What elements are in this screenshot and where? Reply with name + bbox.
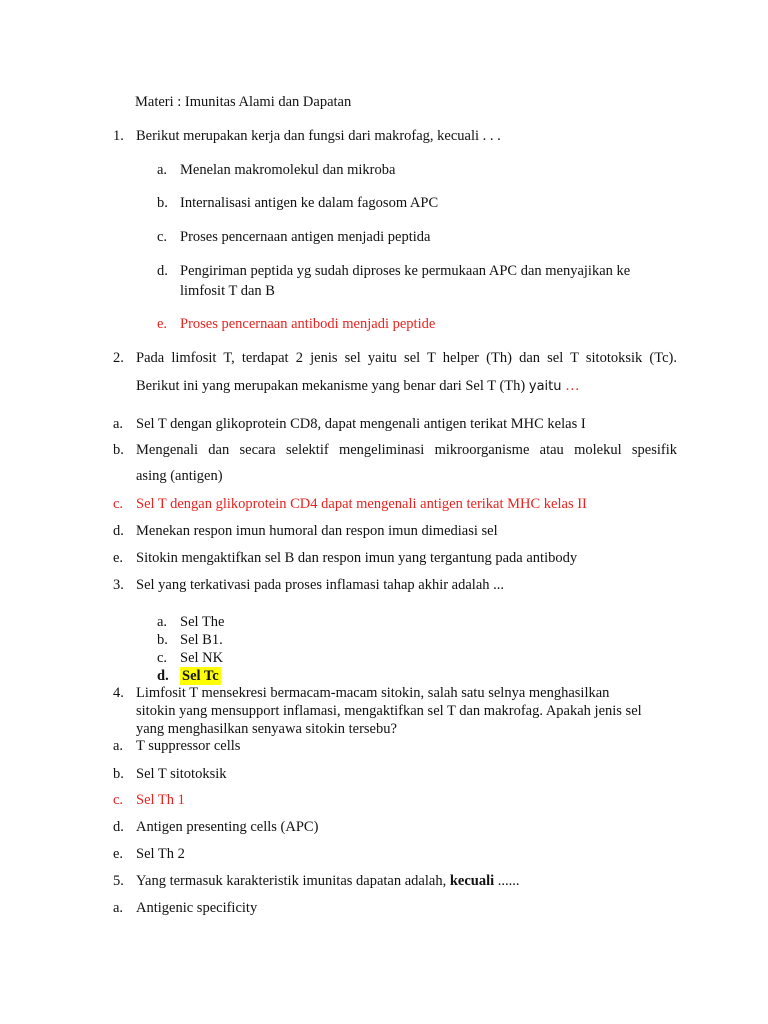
question-5-text [136,872,520,890]
q4-option-c-letter: c. [113,792,124,808]
q1-option-b-text: Internalisasi antigen ke dalam fagosom APC [180,195,439,211]
q2-option-d-text: Menekan respon imun humoral dan respon imun dimediasi sel [136,523,498,539]
q2-option-d-letter: d. [113,523,124,539]
q1-option-e-answer-text: Proses pencernaan antibodi menjadi peptide [180,316,436,332]
question-5-kecuali: kecuali [449,873,495,889]
q4-option-d-letter: d. [113,819,124,835]
question-4-number: 4. [113,685,124,701]
q1-option-d-text: Pengiriman peptida yg sudah diproses ke permukaan APC dan menyajikan ke [180,263,631,279]
q2-option-a-text: Sel T dengan glikoprotein CD8, dapat mengenali antigen terikat MHC kelas I [136,416,586,432]
question-2-ellipsis: … [565,378,580,394]
question-5-number: 5. [113,873,124,889]
question-4-line-1: Limfosit T mensekresi bermacam-macam sitokin, salah satu selnya menghasilkan [136,685,610,701]
q4-option-d-text: Antigen presenting cells (APC) [136,819,319,835]
q3-option-a-letter: a. [157,614,168,630]
q1-option-b-letter: b. [157,195,168,211]
question-2-line-1: Pada limfosit T, terdapat 2 jenis sel yaitu sel T helper (Th) dan sel T sitotoksik (Tc). [136,350,677,366]
q3-option-d-letter: d. [157,668,169,684]
q4-option-c-answer-text: Sel Th 1 [136,792,185,808]
question-2-line-2 [136,377,580,396]
question-2-line-2-yaitu: yaitu [528,379,562,394]
q5-option-a-text: Antigenic specificity [136,900,258,916]
q5-option-a-letter: a. [113,900,124,916]
question-4-line-3: yang menghasilkan senyawa sitokin tersebu? [136,721,397,737]
question-2-number: 2. [113,350,124,366]
q3-option-b-text: Sel B1. [180,632,223,648]
q4-option-b-letter: b. [113,766,124,782]
q2-option-b-letter: b. [113,442,124,458]
q4-option-e-letter: e. [113,846,124,862]
q1-option-e-letter: e. [157,316,168,332]
q4-option-b-text: Sel T sitotoksik [136,766,227,782]
question-2-line-2-main: Berikut ini yang merupakan mekanisme yang benar dari Sel T (Th) [136,378,526,394]
q2-option-b-text-continued: asing (antigen) [136,468,223,484]
question-1-number: 1. [113,128,124,144]
q1-option-c-text: Proses pencernaan antigen menjadi peptida [180,229,431,245]
q4-option-a-text: T suppressor cells [136,738,241,754]
document-title: Materi : Imunitas Alami dan Dapatan [135,94,352,110]
q3-option-d-answer-highlight: Sel Tc [182,668,219,684]
q3-option-c-letter: c. [157,650,168,666]
q2-option-b-text: Mengenali dan secara selektif mengeliminasi mikroorganisme atau molekul spesifik [136,442,677,458]
q4-option-e-text: Sel Th 2 [136,846,185,862]
q2-option-a-letter: a. [113,416,124,432]
q3-option-a-text: Sel The [180,614,225,630]
q2-option-c-letter: c. [113,496,124,512]
question-4-line-2: sitokin yang mensupport inflamasi, mengaktifkan sel T dan makrofag. Apakah jenis sel [136,703,642,719]
question-3-number: 3. [113,577,124,593]
question-1-text: Berikut merupakan kerja dan fungsi dari makrofag, kecuali . . . [136,128,501,144]
q2-option-e-letter: e. [113,550,124,566]
question-5-text-before: Yang termasuk karakteristik imunitas dapatan adalah, [136,873,450,889]
q1-option-d-text-continued: limfosit T dan B [180,283,275,299]
q1-option-a-letter: a. [157,162,168,178]
q1-option-d-letter: d. [157,263,168,279]
question-5-text-after: ...... [494,873,520,889]
question-3-text: Sel yang terkativasi pada proses inflamasi tahap akhir adalah ... [136,577,505,593]
q3-option-b-letter: b. [157,632,168,648]
q2-option-c-answer-text: Sel T dengan glikoprotein CD4 dapat mengenali antigen terikat MHC kelas II [136,496,587,512]
q1-option-c-letter: c. [157,229,168,245]
q2-option-e-text: Sitokin mengaktifkan sel B dan respon imun yang tergantung pada antibody [136,550,578,566]
q3-option-c-text: Sel NK [180,650,224,666]
q4-option-a-letter: a. [113,738,124,754]
q1-option-a-text: Menelan makromolekul dan mikroba [180,162,396,178]
